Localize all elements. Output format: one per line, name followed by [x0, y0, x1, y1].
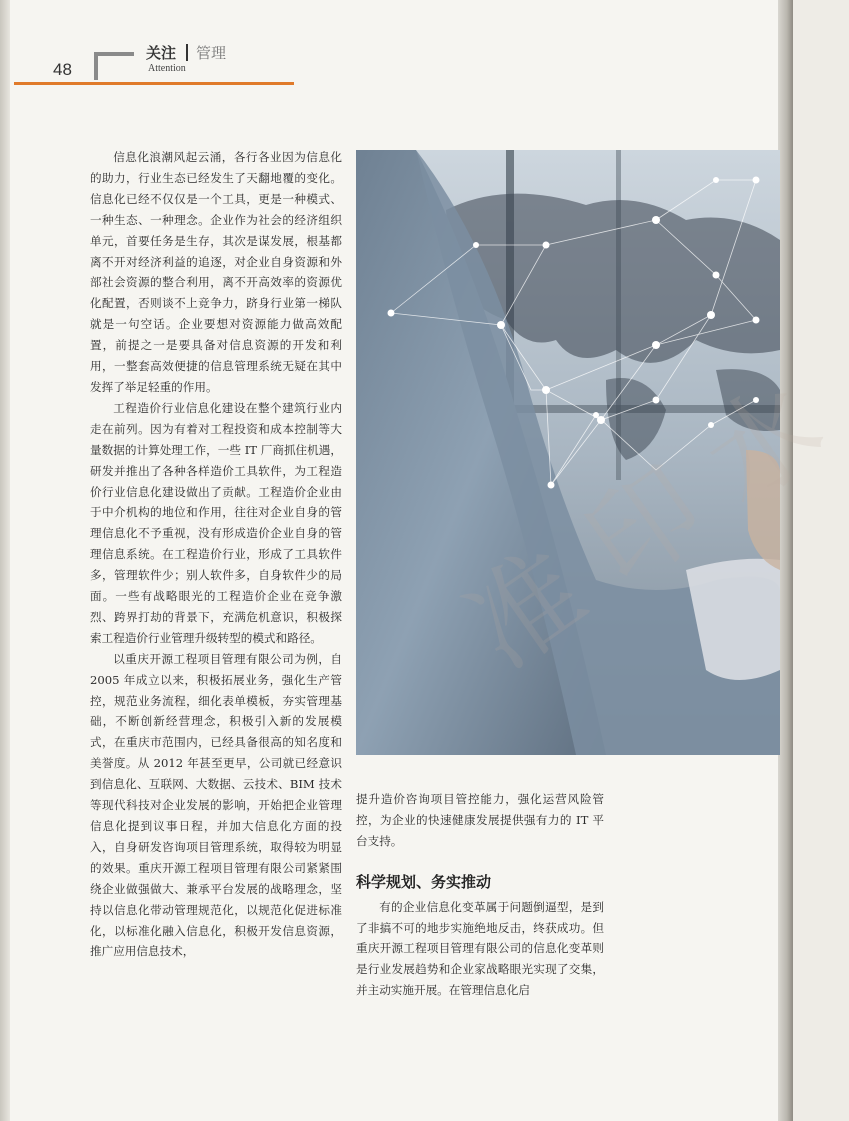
right-column — [356, 789, 604, 1001]
section-subtitle: 管理 — [196, 44, 227, 62]
article-photo — [356, 150, 780, 755]
network-overlay — [356, 150, 780, 755]
book-spine — [778, 0, 793, 1121]
section-heading: 科学规划、务实推动 — [356, 872, 492, 891]
left-column — [90, 147, 342, 962]
page-number: 48 — [53, 60, 72, 79]
header-divider — [186, 44, 188, 61]
paragraph: 信息化浪潮风起云涌，各行各业因为信息化的助力，行业生态已经发生了天翻地覆的变化。信息化已经不仅仅是一个工具，更是一种模式、一种生态、一种理念。企业作为社会的经济组织单元，首要任务是生存，其次是谋发展，根基都离不开对经济利益的追逐，对企业自身资源和外部社会资源的整合利用，离不开高效率的资源优化配置，否则谈不上竞争力，跻身行业第一梯队就是一句空话。企业要想对资源能力做高效配置，前提之一是要具备对信息资源的开发和利用，一整套高效便捷的信息管理系统无疑在其中发挥了举足轻重的作用。 — [90, 150, 342, 394]
paragraph-continuation: 提升造价咨询项目管控能力，强化运营风险管控，为企业的快速健康发展提供强有力的 IT 平台支持。 — [356, 792, 604, 848]
paragraph: 以重庆开源工程项目管理有限公司为例，自 2005 年成立以来，积极拓展业务，强化生产管控，规范业务流程，细化表单模板，夯实管理基础，不断创新经营理念，积极引入新的发展模式，在重庆市范围内，已经具备很高的知名度和美誉度。从 2012 年甚至更早，公司就已经意识到信息化、互联网、大数据、云技术、BIM 技术等现代科技对企业发展的影响，开始把企业管理信息化提到议事日程，并加大信息化方面的投入，自身研发咨询项目管理系统，取得较为明显的效果。重庆开源工程项目管理有限公司紧紧围绕企业做强做大、兼承平台发展的战略理念，坚持以信息化带动管理规范化，以规范化促进标准化，以标准化融入信息化，积极开发信息资源，推广应用信息技术， — [90, 651, 342, 959]
paragraph: 工程造价行业信息化建设在整个建筑行业内走在前列。因为有着对工程投资和成本控制等大量数据的计算处理工作，一些 IT 厂商抓住机遇，研发并推出了各种各样造价工具软件，为工程造价行业信息化建设做出了贡献。工程造价企业由于中介机构的地位和作用，往往对企业自身的管理信息化不予重视，没有形成造价企业自身的管理信息系统。在工程造价行业，形成了工具软件多，管理软件少；别人软件多，自身软件少的局面。一些有战略眼光的工程造价企业在竞争激烈、跨界打劫的背景下，充满危机意识，积极探索工程造价行业管理升级转型的模式和路径。 — [90, 400, 342, 645]
header-rule — [14, 82, 294, 85]
paragraph: 有的企业信息化变革属于问题倒逼型，是到了非搞不可的地步实施绝地反击，终获成功。但重庆开源工程项目管理有限公司的信息化变革则是行业发展趋势和企业家战略眼光实现了交集，并主动实施开展。在管理信息化启 — [356, 899, 604, 998]
header-bracket-icon — [94, 52, 134, 80]
section-title: 关注 — [146, 44, 177, 62]
section-english-label: Attention — [148, 63, 186, 74]
